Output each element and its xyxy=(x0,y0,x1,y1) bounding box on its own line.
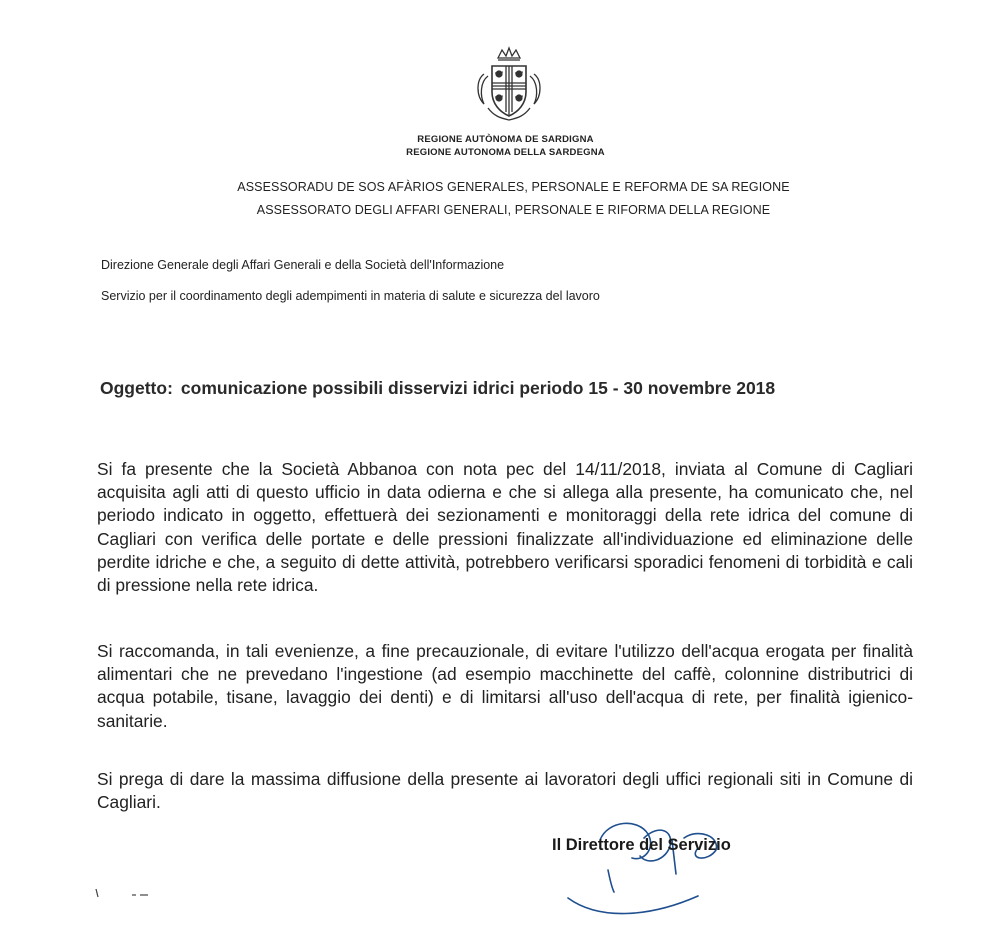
body-paragraph-3: Si prega di dare la massima diffusione della presente ai lavoratori degli uffici regionali siti in Comune di Cagliari. xyxy=(97,769,913,813)
subject-line xyxy=(100,378,775,399)
body-paragraph-2: Si raccomanda, in tali evenienze, a fine precauzionale, di evitare l'utilizzo dell'acqua erogata per finalità alimentari che ne prevedano l'ingestione (ad esempio macchinette del caffè, colonnine distributrici di acqua potabile, tisane, lavaggio dei denti) e di limitarsi all'uso dell'acqua di rete, per finalità igienico-sanitarie. xyxy=(97,641,913,731)
subject-text: comunicazione possibili disservizi idrici periodo 15 - 30 novembre 2018 xyxy=(180,378,776,398)
direction-name: Direzione Generale degli Affari Generali e della Società dell'Informazione xyxy=(101,258,505,272)
signature-title: Il Direttore del Servizio xyxy=(552,836,731,854)
region-name-italian: REGIONE AUTONOMA DELLA SARDEGNA xyxy=(406,147,605,158)
department-name-sardinian: ASSESSORADU DE SOS AFÀRIOS GENERALES, PERSONALE E REFORMA DE SA REGIONE xyxy=(237,180,790,194)
subject-label: Oggetto: xyxy=(100,378,173,398)
service-name: Servizio per il coordinamento degli adempimenti in materia di salute e sicurezza del lavoro xyxy=(101,289,600,303)
region-name-sardinian: REGIONE AUTÒNOMA DE SARDIGNA xyxy=(417,134,594,145)
department-name-italian: ASSESSORATO DEGLI AFFARI GENERALI, PERSONALE E RIFORMA DELLA REGIONE xyxy=(256,203,771,217)
coat-of-arms-emblem xyxy=(470,46,548,124)
body-paragraph-1: Si fa presente che la Società Abbanoa con nota pec del 14/11/2018, inviata al Comune di Cagliari acquisita agli atti di questo ufficio in data odierna e che si allega alla presente, ha comunicato che, nel periodo indicato in oggetto, effettuerà dei sezionamenti e monitoraggi della rete idrica del comune di Cagliari con verifica delle portate e delle pressioni finalizzate all'individuazione ed eliminazione delle perdite idriche e che, a seguito di dette attività, potrebbero verificarsi sporadici fenomeni di torbidità e cali di pressione nella rete idrica. xyxy=(97,459,913,596)
scan-artifact xyxy=(88,885,168,905)
handwritten-signature xyxy=(548,800,748,920)
